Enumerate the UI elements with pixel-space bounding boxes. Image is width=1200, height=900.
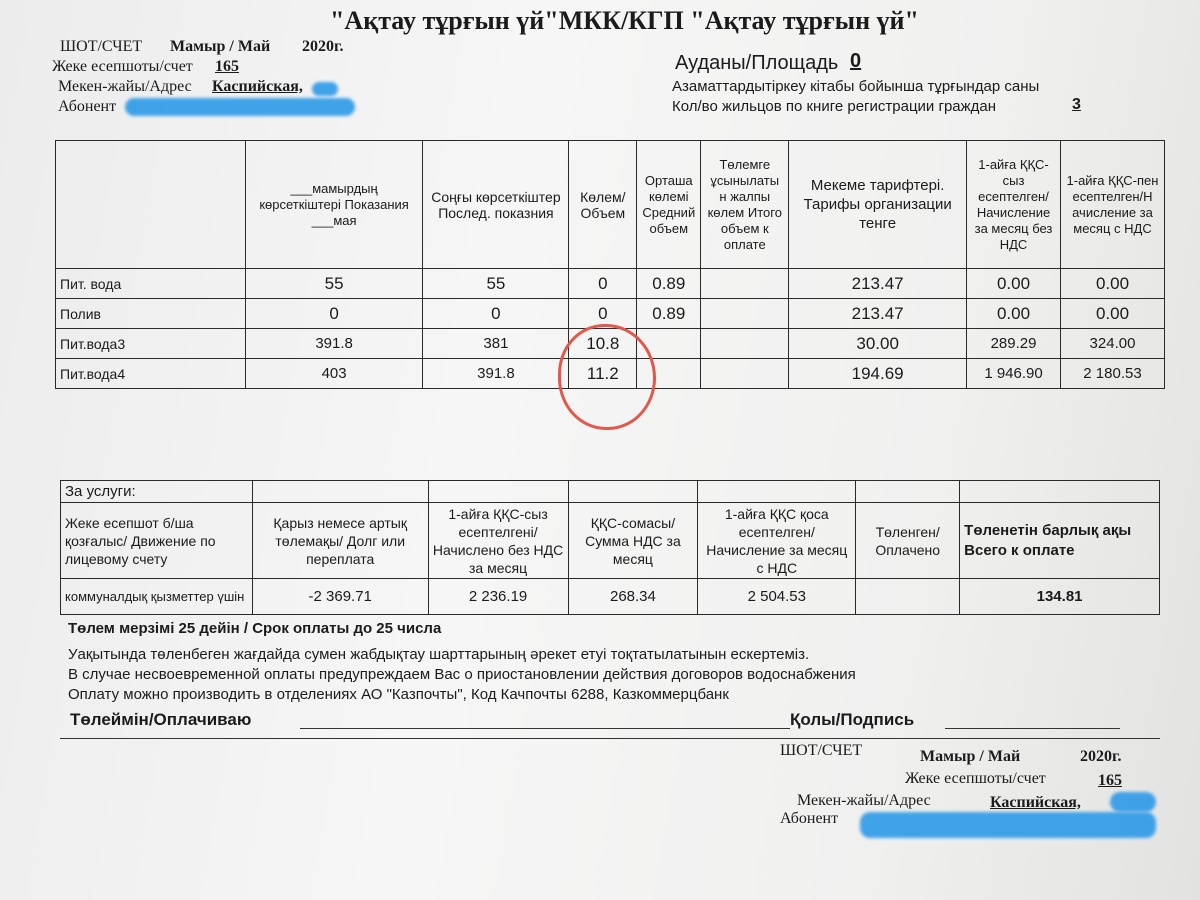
invoice-month: Мамыр / Май (170, 38, 271, 55)
row-tariff: 213.47 (789, 299, 967, 329)
stub-year: 2020г. (1080, 748, 1122, 765)
row-current: 55 (245, 269, 423, 299)
pay-label: Төлеймін/Оплачиваю (70, 710, 252, 729)
meter-col-volume: Көлем/ Объем (569, 141, 637, 269)
signature-label: Қолы/Подпись (790, 710, 915, 729)
row-volume: 0 (569, 269, 637, 299)
row-previous: 55 (423, 269, 569, 299)
meter-col-current: ___мамырдың көрсеткіштері Показания ___мая (245, 141, 423, 269)
row-tariff: 194.69 (789, 359, 967, 389)
row-name: Пит. вода (56, 269, 246, 299)
stub-month: Мамыр / Май (920, 748, 1021, 765)
services-row-paid (856, 579, 960, 615)
stub-invoice-label: ШОТ/СЧЕТ (780, 742, 863, 759)
row-current: 403 (245, 359, 423, 389)
row-with-vat: 0.00 (1061, 299, 1165, 329)
services-row-no-vat: 2 236.19 (428, 579, 568, 615)
account-label: Жеке есепшоты/счет (52, 58, 193, 75)
row-avg: 0.89 (637, 299, 701, 329)
services-col-debt: Қарыз немесе артық төлемақы/ Долг или переплата (252, 503, 428, 579)
subscriber-redaction (125, 98, 355, 116)
hand-drawn-circle (558, 324, 656, 430)
residents-label-ru: Кол/во жильцов по книге регистрации граждан (672, 98, 997, 115)
row-total (701, 269, 789, 299)
services-col-with-vat: 1-айға ҚҚС қоса есептелген/ Начисление за месяц с НДС (698, 503, 856, 579)
services-col-total: Төленетін барлық ақы Всего к оплате (960, 503, 1160, 579)
row-total (701, 359, 789, 389)
address-label: Мекен-жайы/Адрес (58, 78, 192, 95)
row-total (701, 329, 789, 359)
row-tariff: 213.47 (789, 269, 967, 299)
stub-subscriber-label: Абонент (780, 810, 839, 827)
residents-label-kz: Азаматтардытіркеу кітабы бойынша тұрғындар саны (672, 78, 1040, 95)
invoice-label: ШОТ/СЧЕТ (60, 38, 143, 55)
services-table (60, 480, 1160, 615)
row-total (701, 299, 789, 329)
meter-col-previous: Соңғы көрсеткіштер Послед. показния (423, 141, 569, 269)
meter-col-no-vat: 1-айға ҚҚС-сыз есептелген/ Начисление за месяц без НДС (967, 141, 1061, 269)
services-col-paid: Төленген/ Оплачено (856, 503, 960, 579)
services-row-with-vat: 2 504.53 (698, 579, 856, 615)
row-previous: 391.8 (423, 359, 569, 389)
row-volume: 0 (569, 299, 637, 329)
row-volume: 10.8 (569, 329, 637, 359)
row-current: 0 (245, 299, 423, 329)
row-name: Полив (56, 299, 246, 329)
row-previous: 381 (423, 329, 569, 359)
meter-col-avg: Орташа көлемі Средний объем (637, 141, 701, 269)
row-volume: 11.2 (569, 359, 637, 389)
address-value: Каспийская, (212, 78, 303, 95)
document-title: "Ақтау тұрғын үй"МКК/КГП "Ақтау тұрғын үй" (330, 6, 919, 35)
invoice-year: 2020г. (302, 38, 344, 55)
stub-account-value: 165 (1098, 772, 1122, 789)
table-row (61, 579, 1160, 615)
row-no-vat: 0.00 (967, 299, 1061, 329)
row-avg: 0.89 (637, 269, 701, 299)
row-tariff: 30.00 (789, 329, 967, 359)
signature-line (945, 728, 1120, 729)
services-col-vat: ҚҚС-сомасы/ Сумма НДС за месяц (568, 503, 698, 579)
pay-line (300, 728, 790, 729)
area-value: 0 (850, 50, 862, 72)
services-row-vat: 268.34 (568, 579, 698, 615)
services-title: За услуги: (61, 481, 253, 503)
row-with-vat: 0.00 (1061, 269, 1165, 299)
row-no-vat: 289.29 (967, 329, 1061, 359)
services-col-no-vat: 1-айға ҚҚС-сыз есептелгені/ Начислено без НДС за месяц (428, 503, 568, 579)
row-name: Пит.вода3 (56, 329, 246, 359)
payment-deadline: Төлем мерзімі 25 дейін / Срок оплаты до 25 числа (68, 620, 442, 637)
stub-account-label: Жеке есепшоты/счет (905, 770, 1046, 787)
row-previous: 0 (423, 299, 569, 329)
stub-address-value: Каспийская, (990, 794, 1081, 811)
services-row-total: 134.81 (960, 579, 1160, 615)
subscriber-label: Абонент (58, 98, 117, 115)
payment-info: Оплату можно производить в отделениях АО "Казпочты", Код Качпочты 6288, Казкоммерцбанк (68, 686, 729, 703)
meter-col-total: Төлемге ұсынылаты н жалпы көлем Итого объем к оплате (701, 141, 789, 269)
row-name: Пит.вода4 (56, 359, 246, 389)
stub-address-label: Мекен-жайы/Адрес (797, 792, 931, 809)
row-current: 391.8 (245, 329, 423, 359)
residents-value: 3 (1072, 96, 1081, 113)
warning-kz: Уақытында төленбеген жағдайда сумен жабдықтау шарттарының әрекет етуі тоқтатылатынын ескертеміз. (68, 646, 810, 663)
row-no-vat: 0.00 (967, 269, 1061, 299)
stub-subscriber-redaction (860, 812, 1156, 838)
meter-col-tariff: Мекеме тарифтері. Тарифы организации тенге (789, 141, 967, 269)
row-with-vat: 2 180.53 (1061, 359, 1165, 389)
row-no-vat: 1 946.90 (967, 359, 1061, 389)
account-value: 165 (215, 58, 239, 75)
warning-ru: В случае несвоевременной оплаты предупреждаем Вас о приостановлении действия договоров водоснабжения (68, 666, 856, 683)
services-row-debt: -2 369.71 (252, 579, 428, 615)
services-row-name: коммуналдық қызметтер үшін (61, 579, 253, 615)
meter-col-with-vat: 1-айға ҚҚС-пен есептелген/Н ачисление за месяц с НДС (1061, 141, 1165, 269)
tear-off-line (60, 738, 1160, 739)
table-row (56, 269, 1165, 299)
stub-address-redaction (1110, 792, 1156, 812)
row-with-vat: 324.00 (1061, 329, 1165, 359)
services-col-movement: Жеке есепшот б/ша қозғалыс/ Движение по лицевому счету (61, 503, 253, 579)
address-redaction (312, 82, 338, 96)
area-label: Ауданы/Площадь (675, 52, 839, 74)
meter-col-0 (56, 141, 246, 269)
